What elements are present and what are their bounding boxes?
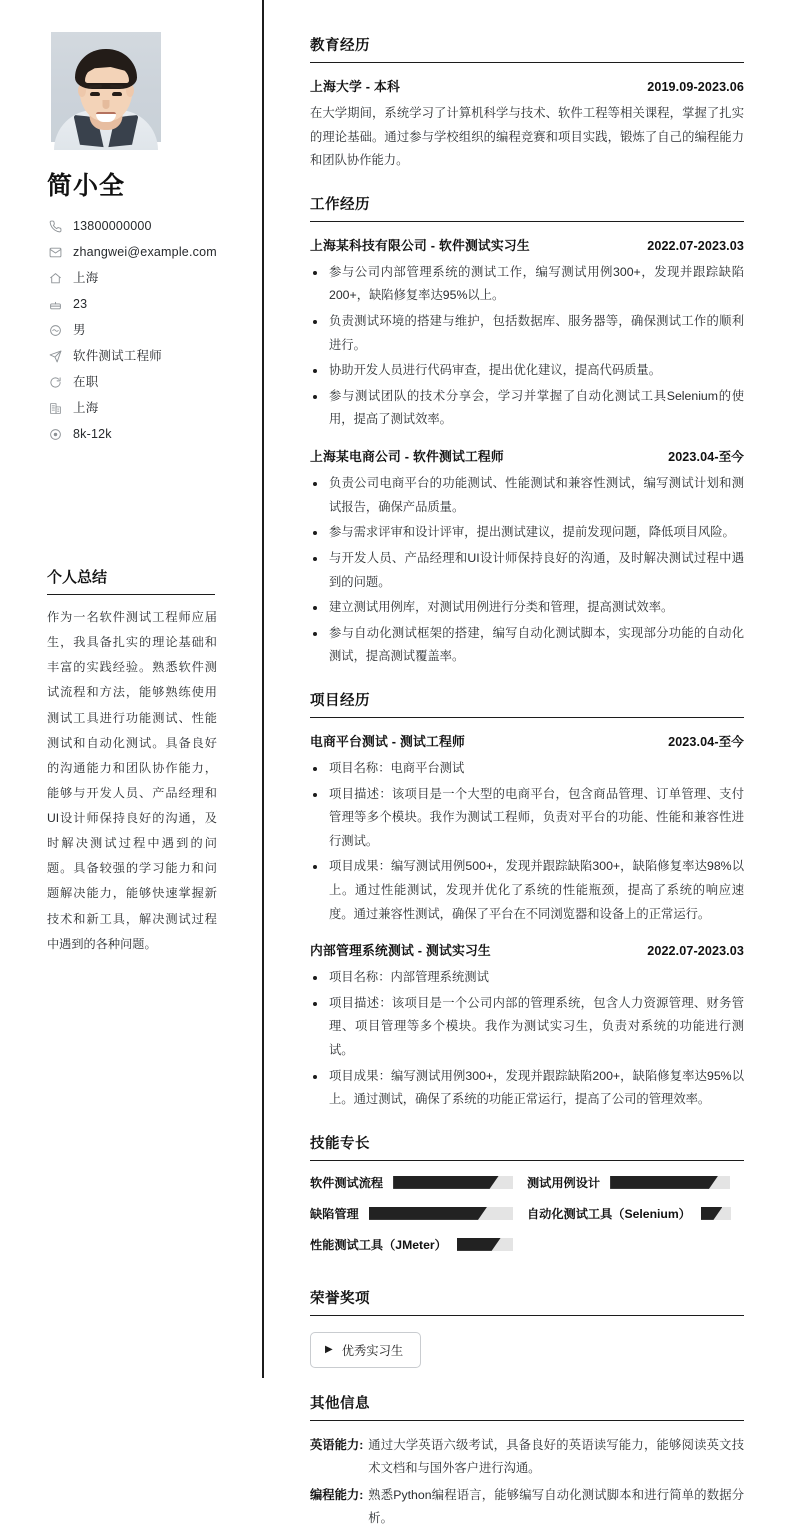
section-work (310, 193, 744, 669)
caret-right-icon: ▶ (325, 1343, 333, 1355)
avatar-photo (51, 32, 161, 142)
skill-progress-track (701, 1207, 731, 1220)
main-content (264, 0, 794, 1525)
award-chip[interactable] (310, 1332, 421, 1368)
education-entry-date: 2019.09-2023.06 (647, 80, 744, 94)
award-list (310, 1329, 744, 1372)
skill-label: 性能测试工具（JMeter） (310, 1237, 447, 1252)
contact-item-status (47, 376, 234, 389)
section-projects (310, 689, 744, 1112)
contact-value-phone: 13800000000 (73, 219, 152, 234)
contact-value-status: 在职 (73, 375, 99, 390)
skill-progress-fill (369, 1207, 487, 1220)
section-other-info (310, 1392, 744, 1530)
other-info-row (310, 1484, 744, 1530)
project-entry-title: 电商平台测试 - 测试工程师 (310, 733, 465, 749)
section-title-other-info: 其他信息 (310, 1392, 744, 1421)
contact-item-age (47, 298, 234, 311)
skills-grid (310, 1174, 744, 1267)
personal-summary-text: 作为一名软件测试工程师应届生，我具备扎实的理论基础和丰富的实践经验。熟悉软件测试流程和方法，能够熟练使用测试工具进行功能测试、性能测试和自动化测试。具备良好的沟通能力和团队协作能力，能够与开发人员、产品经理和UI设计师保持良好的沟通，及时解决测试过程中遇到的问题。具备较强的学习能力和问题解决能力，能够快速掌握新技术和新工具，解决测试过程中遇到的各种问题。 (47, 610, 217, 951)
work-entry-bullets (310, 472, 744, 669)
skill-item (527, 1205, 744, 1222)
project-entry (310, 731, 744, 926)
contact-item-salary (47, 428, 234, 441)
education-entry (310, 76, 744, 173)
list-item: 项目成果：编写测试用例300+，发现并跟踪缺陷200+，缺陷修复率达95%以上。通过测试，确保了系统的功能正常运行，提高了公司的管理效率。 (310, 1065, 744, 1112)
work-entry-head (310, 446, 744, 465)
skill-progress-fill (701, 1207, 723, 1220)
list-item: 参与自动化测试框架的搭建，编写自动化测试脚本，实现部分功能的自动化测试，提高测试覆盖率。 (310, 622, 744, 669)
contact-value-position: 软件测试工程师 (73, 349, 162, 364)
education-entry-title: 上海大学 - 本科 (310, 79, 400, 94)
personal-summary-title: 个人总结 (47, 566, 215, 595)
avatar-eye-right (112, 92, 122, 96)
contact-item-workplace (47, 402, 234, 415)
education-entry-desc: 在大学期间，系统学习了计算机科学与技术、软件工程等相关课程，掌握了扎实的理论基础。通过参与学校组织的编程竞赛和项目实践，锻炼了自己的编程能力和团队协作能力。 (310, 106, 744, 168)
contact-value-salary: 8k-12k (73, 427, 112, 442)
building-icon (47, 402, 64, 415)
list-item: 参与公司内部管理系统的测试工作，编写测试用例300+，发现并跟踪缺陷200+，缺陷修复率达95%以上。 (310, 261, 744, 308)
section-title-projects: 项目经历 (310, 689, 744, 718)
skill-label: 自动化测试工具（Selenium） (527, 1206, 691, 1221)
home-icon (47, 272, 64, 285)
avatar-hair (75, 49, 137, 89)
section-skills (310, 1132, 744, 1267)
candidate-name: 简小全 (47, 172, 126, 200)
skill-progress-fill (393, 1176, 498, 1189)
contact-item-email (47, 246, 234, 259)
work-entry-head (310, 235, 744, 254)
skill-progress-fill (610, 1176, 718, 1189)
work-entry (310, 235, 744, 432)
list-item: 项目名称：内部管理系统测试 (310, 966, 744, 990)
list-item: 与开发人员、产品经理和UI设计师保持良好的沟通，及时解决测试过程中遇到的问题。 (310, 547, 744, 594)
skill-progress-fill (457, 1238, 501, 1251)
list-item: 项目描述：该项目是一个大型的电商平台，包含商品管理、订单管理、支付管理等多个模块。我作为测试工程师，负责对平台的功能、性能和兼容性进行测试。 (310, 783, 744, 854)
sidebar (0, 0, 264, 1378)
contact-value-email: zhangwei@example.com (73, 245, 217, 260)
personal-summary-section (45, 566, 234, 957)
project-entry-head (310, 940, 744, 959)
skill-item (310, 1205, 527, 1222)
other-info-value: 熟悉Python编程语言，能够编写自动化测试脚本和进行简单的数据分析。 (368, 1487, 744, 1525)
gender-icon (47, 324, 64, 337)
award-label: 优秀实习生 (341, 1343, 404, 1358)
education-entry-head (310, 76, 744, 95)
list-item: 项目成果：编写测试用例500+，发现并跟踪缺陷300+，缺陷修复率达98%以上。通过性能测试，发现并优化了系统的性能瓶颈，提高了系统的响应速度。通过兼容性测试，确保了平台在不同浏览器和设备上的正常运行。 (310, 855, 744, 926)
work-entry-date: 2023.04-至今 (668, 450, 744, 465)
contact-value-gender: 男 (73, 323, 86, 338)
section-title-work: 工作经历 (310, 193, 744, 222)
project-entry-date: 2022.07-2023.03 (647, 944, 744, 959)
work-entry-title: 上海某电商公司 - 软件测试工程师 (310, 449, 504, 465)
project-entry-head (310, 731, 744, 750)
section-title-skills: 技能专长 (310, 1132, 744, 1161)
skill-item (310, 1236, 527, 1253)
other-info-row (310, 1434, 744, 1481)
project-entry-date: 2023.04-至今 (668, 734, 744, 749)
list-item: 协助开发人员进行代码审查，提出优化建议，提高代码质量。 (310, 359, 744, 383)
contact-value-workplace: 上海 (73, 401, 99, 416)
cake-icon (47, 298, 64, 311)
other-info-key: 英语能力: (310, 1437, 364, 1452)
phone-icon (47, 220, 64, 233)
contact-item-gender (47, 324, 234, 337)
contact-list (47, 220, 234, 441)
list-item: 项目描述：该项目是一个公司内部的管理系统，包含人力资源管理、财务管理、项目管理等多个模块。我作为测试实习生，负责对系统的功能进行测试。 (310, 992, 744, 1063)
skill-progress-track (457, 1238, 513, 1251)
target-icon (47, 428, 64, 441)
skill-label: 缺陷管理 (310, 1206, 359, 1221)
work-entry-date: 2022.07-2023.03 (647, 238, 744, 253)
skill-item (527, 1174, 744, 1191)
envelope-icon (47, 246, 64, 259)
avatar-nose (103, 100, 110, 109)
list-item: 负责公司电商平台的功能测试、性能测试和兼容性测试，编写测试计划和测试报告，确保产品质量。 (310, 472, 744, 519)
project-entry (310, 940, 744, 1112)
project-entry-bullets (310, 757, 744, 926)
avatar-eye-left (90, 92, 100, 96)
contact-value-age: 23 (73, 297, 88, 312)
project-entry-title: 内部管理系统测试 - 测试实习生 (310, 943, 491, 959)
work-entry-title: 上海某科技有限公司 - 软件测试实习生 (310, 237, 530, 253)
skill-progress-track (610, 1176, 730, 1189)
list-item: 参与测试团队的技术分享会，学习并掌握了自动化测试工具Selenium的使用，提高了测试效率。 (310, 385, 744, 432)
skill-label: 软件测试流程 (310, 1175, 384, 1190)
skill-label: 测试用例设计 (527, 1175, 601, 1190)
section-title-awards: 荣誉奖项 (310, 1287, 744, 1316)
section-awards (310, 1287, 744, 1372)
paper-plane-icon (47, 350, 64, 363)
work-entry (310, 446, 744, 669)
skill-progress-track (393, 1176, 513, 1189)
list-item: 项目名称：电商平台测试 (310, 757, 744, 781)
section-title-education: 教育经历 (310, 34, 744, 63)
list-item: 建立测试用例库，对测试用例进行分类和管理，提高测试效率。 (310, 596, 744, 620)
refresh-icon (47, 376, 64, 389)
other-info-value: 通过大学英语六级考试，具备良好的英语读写能力，能够阅读英文技术文档和与国外客户进行沟通。 (368, 1437, 744, 1476)
contact-item-hometown (47, 272, 234, 285)
contact-item-phone (47, 220, 234, 233)
contact-item-position (47, 350, 234, 363)
section-education (310, 34, 744, 173)
project-entry-bullets (310, 966, 744, 1112)
skill-item (310, 1174, 527, 1191)
other-info-key: 编程能力: (310, 1487, 364, 1502)
list-item: 参与需求评审和设计评审，提出测试建议，提前发现问题，降低项目风险。 (310, 521, 744, 545)
list-item: 负责测试环境的搭建与维护，包括数据库、服务器等，确保测试工作的顺利进行。 (310, 310, 744, 357)
skill-progress-track (369, 1207, 513, 1220)
contact-value-hometown: 上海 (73, 271, 99, 286)
avatar (51, 32, 161, 142)
work-entry-bullets (310, 261, 744, 432)
